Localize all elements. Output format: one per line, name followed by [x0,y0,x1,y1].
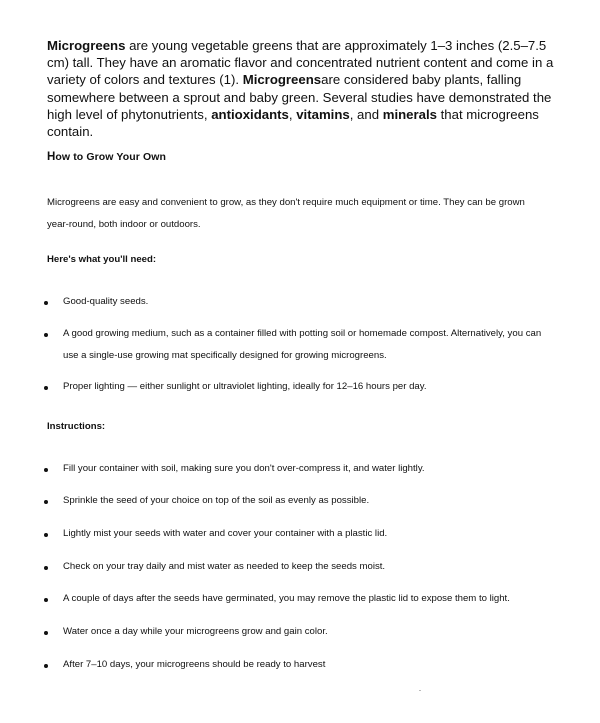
intro-bold-term: minerals [382,106,437,122]
intro-bold-term: vitamins [296,106,350,122]
list-item-text: A good growing medium, such as a container filled with potting soil or homemade compost. Alternatively, you can use a single-use growing mat specifically designed for growing microgreens. [63,328,542,361]
list-item-text: Good-quality seeds. [63,296,149,307]
intro-text-run: , and [349,106,383,122]
list-item-text: Water once a day while your microgreens grow and gain color. [63,626,328,637]
section-title-how-to-grow [47,151,166,163]
list-item-text: Sprinkle the seed of your choice on top of the soil as evenly as possible. [63,495,370,506]
intro-bold-term: Microgreens [47,38,126,53]
list-item-text: Check on your tray daily and mist water as needed to keep the seeds moist. [63,561,386,572]
instructions-heading: Instructions: [47,421,106,432]
needs-heading: Here's what you'll need: [47,254,157,265]
bullet-icon [44,468,48,472]
bullet-icon [44,386,48,390]
bullet-icon [44,631,48,635]
scan-speck [419,690,421,691]
bullet-icon [44,566,48,570]
section-title-initial: H [47,151,56,163]
intro-text-run: are young vegetable greens that are approximately 1–3 inches (2.5–7.5 cm) tall. They have an aromatic flavor and concentrated nutrient content and come in a variety of colors and textures (1). [47,38,554,88]
intro-text-run: , [288,106,297,122]
intro-text-run: that microgreens contain. [47,106,539,140]
bullet-icon [44,333,48,337]
list-item-text: Lightly mist your seeds with water and cover your container with a plastic lid. [63,528,388,539]
intro-bold-term: antioxidants [211,106,289,122]
bullet-icon [44,664,48,668]
section-title-rest: ow to Grow Your Own [55,151,166,163]
intro-text-run: are considered baby plants, falling somewhere between a sprout and baby green. Several studies have demonstrated the high level of phytonutrients, [47,72,552,122]
bullet-icon [44,500,48,504]
list-item-text: Fill your container with soil, making sure you don't over-compress it, and water lightly. [63,463,425,474]
grow-description: Microgreens are easy and convenient to grow, as they don't require much equipment or time. They can be grown year-round, both indoor or outdoors. [47,197,525,230]
list-item-text: Proper lighting — either sunlight or ultraviolet lighting, ideally for 12–16 hours per day. [63,381,427,392]
list-item-text: A couple of days after the seeds have germinated, you may remove the plastic lid to expose them to light. [63,593,510,604]
intro-bold-term: Microgreens [242,72,322,88]
bullet-icon [44,301,48,305]
bullet-icon [44,598,48,602]
bullet-icon [44,533,48,537]
intro-paragraph [47,37,567,140]
list-item-text: After 7–10 days, your microgreens should be ready to harvest [63,659,326,670]
